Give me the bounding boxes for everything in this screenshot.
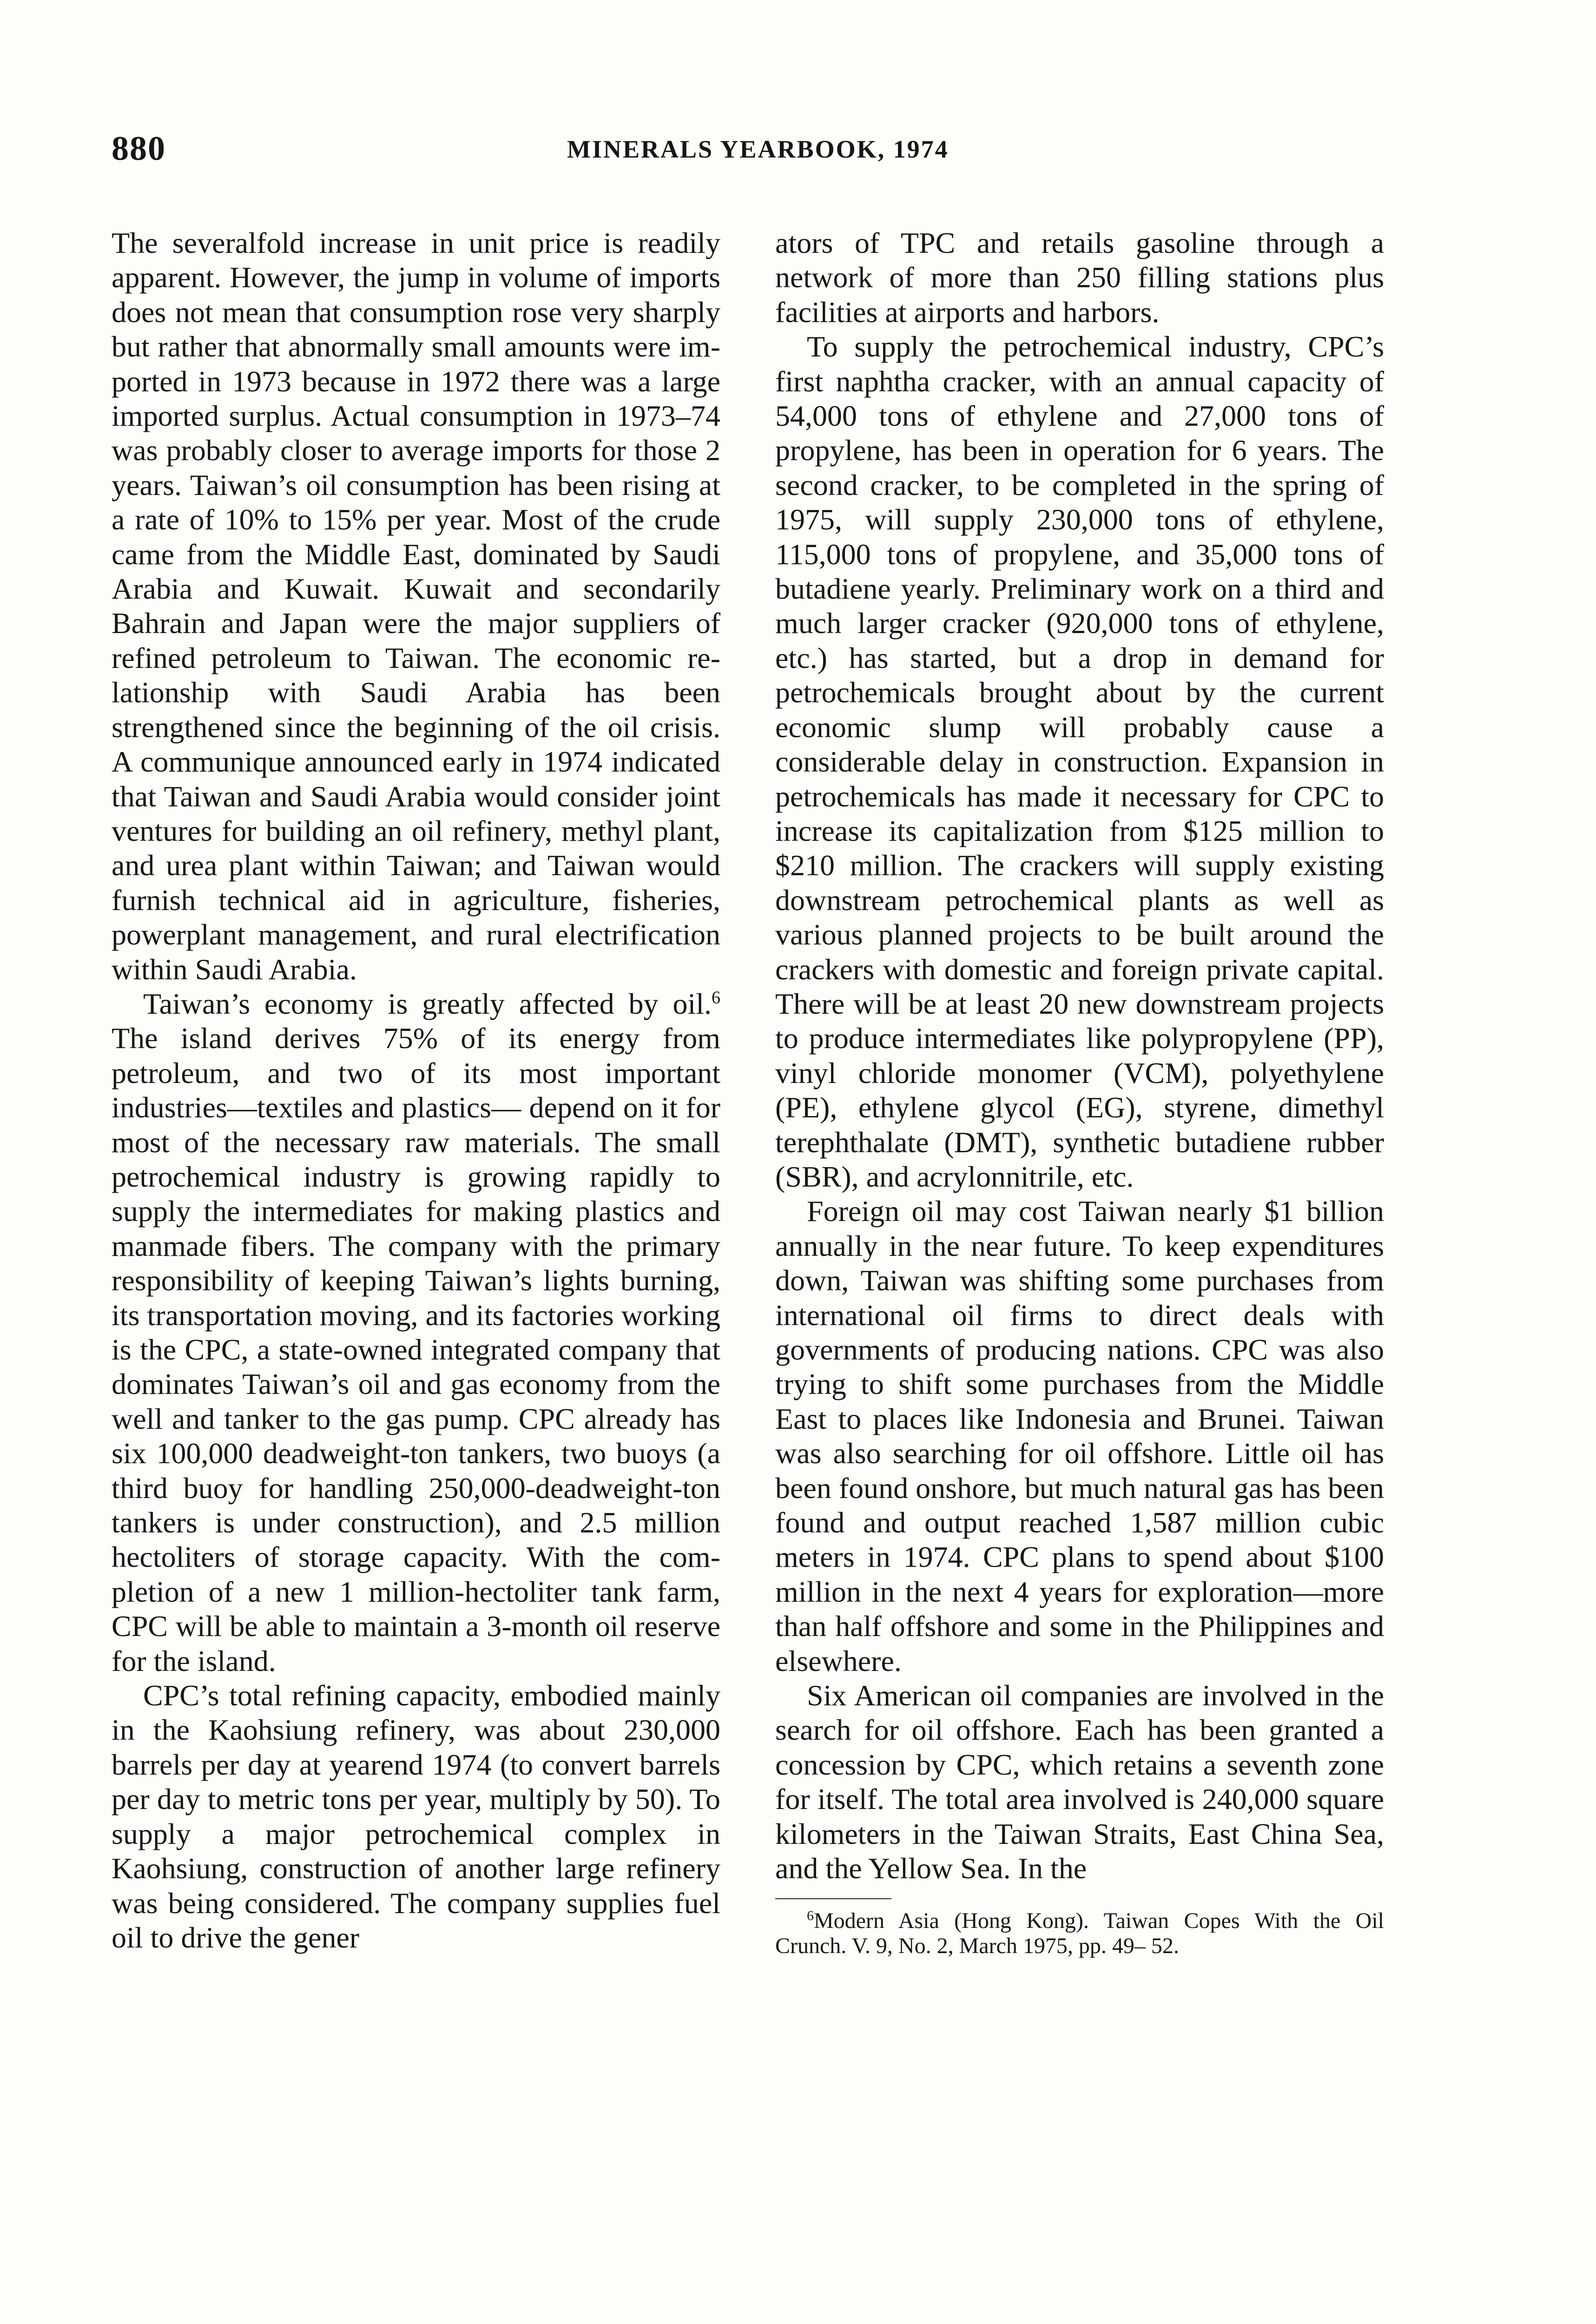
footnote-marker: 6 <box>807 1908 814 1923</box>
footnote-divider <box>775 1898 891 1899</box>
paragraph-taiwan-economy <box>112 987 720 1678</box>
footnote-text: Modern Asia (Hong Kong). Taiwan Copes With the Oil Crunch. V. 9, No. 2, March 1975, pp. 49– 52. <box>775 1908 1384 1958</box>
footnote <box>775 1908 1384 1959</box>
paragraph-petrochemical-industry: To supply the petrochemical industry, CPC’s first naphtha cracker, with an annual capacity of 54,000 tons of ethylene and 27,000 tons of propylene, has been in operation for 6 years. The second cracker, to be completed in the spring of 1975, will supply 230,000 tons of ethylene, 115,000 tons of propylene, and 35,000 tons of butadiene yearly. Preliminary work on a third and much larger cracker (920,000 tons of ethylene, etc.) has started, but a drop in demand for petrochemicals brought about by the current economic slump will probably cause a considerable delay in construction. Expansion in petrochemicals has made it necessary for CPC to increase its capitalization from $125 million to $210 million. The crackers will supply existing downstream petrochemical plants as well as various planned projects to be built around the crackers with domestic and foreign private capital. There will be at least 20 new downstream projects to produce intermediates like polypropylene (PP), vinyl chloride monomer (VCM), polyethylene (PE), ethylene glycol (EG), styrene, dimethyl terephthalate (DMT), synthetic butadiene rubber (SBR), and acrylonnitrile, etc. <box>775 330 1384 1193</box>
footnote-reference: 6 <box>712 988 720 1008</box>
running-title: MINERALS YEARBOOK, 1974 <box>567 135 949 163</box>
paragraph-foreign-oil-cost: Foreign oil may cost Taiwan nearly $1 billion annually in the near future. To keep expenditures down, Taiwan was shifting some purchases from international oil firms to direct deals with governments of producing nations. CPC was also trying to shift some purchases from the Middle East to places like Indonesia and Brunei. Taiwan was also searching for oil offshore. Little oil has been found onshore, but much natural gas has been found and output reached 1,587 million cubic meters in 1974. CPC plans to spend about $100 million in the next 4 years for exploration—more than half offshore and some in the Philippines and elsewhere. <box>775 1195 1384 1677</box>
page-header <box>112 129 1399 166</box>
paragraph-offshore-search: Six American oil companies are involved in the search for oil offshore. Each has been granted a concession by CPC, which retains a seventh zone for itself. The total area involved is 240,000 square kilometers in the Taiwan Straits, East China Sea, and the Yellow Sea. In the <box>775 1679 1384 1885</box>
paragraph-text: The island derives 75% of its energy from petroleum, and two of its most important industries—textiles and plastics— depend on it for most of the necessary raw materials. The small petrochemical industry is growing rapidly to supply the intermediates for making plastics and manmade fibers. The company with the primary responsibility of keeping Taiwan’s lights burning, its transportation moving, and its factories working is the CPC, a state-owned integrated company that dominates Taiwan’s oil and gas economy from the well and tanker to the gas pump. CPC already has six 100,000 deadweight-ton tankers, two buoys (a third buoy for handling 250,000-deadweight-ton tankers is under construction), and 2.5 million hectoliters of storage capacity. With the completion of a new 1 million-hectoliter tank farm, CPC will be able to maintain a 3-month oil reserve for the island. <box>112 1022 720 1677</box>
paragraph-text: Taiwan’s economy is greatly affected by oil. <box>143 987 712 1020</box>
left-column <box>112 226 720 1955</box>
page-number: 880 <box>112 130 166 168</box>
right-column <box>775 226 1384 1959</box>
paragraph-import-prices: The severalfold increase in unit price is readily apparent. However, the jump in volume of imports does not mean that consumption rose very sharply but rather that abnormally small amounts were imported in 1973 because in 1972 there was a large imported surplus. Actual consumption in 1973–74 was probably closer to average imports for those 2 years. Taiwan’s oil consumption has been rising at a rate of 10% to 15% per year. Most of the crude came from the Middle East, dominated by Saudi Arabia and Kuwait. Kuwait and secondarily Bahrain and Japan were the major suppliers of refined petroleum to Taiwan. The economic relationship with Saudi Arabia has been strengthened since the beginning of the oil crisis. A communique announced early in 1974 indicated that Taiwan and Saudi Arabia would consider joint ventures for building an oil refinery, methyl plant, and urea plant within Taiwan; and Taiwan would furnish technical aid in agriculture, fisheries, powerplant management, and rural electrification within Saudi Arabia. <box>112 226 720 986</box>
paragraph-refining-capacity: CPC’s total refining capacity, embodied mainly in the Kaohsiung refinery, was about 230,000 barrels per day at yearend 1974 (to convert barrels per day to metric tons per year, multiply by 50). To supply a major petrochemical complex in Kaohsiung, construction of another large refinery was being considered. The company supplies fuel oil to drive the gener <box>112 1679 720 1954</box>
paragraph-continuation: ators of TPC and retails gasoline through a network of more than 250 filling stations plus facilities at airports and harbors. <box>775 226 1384 329</box>
